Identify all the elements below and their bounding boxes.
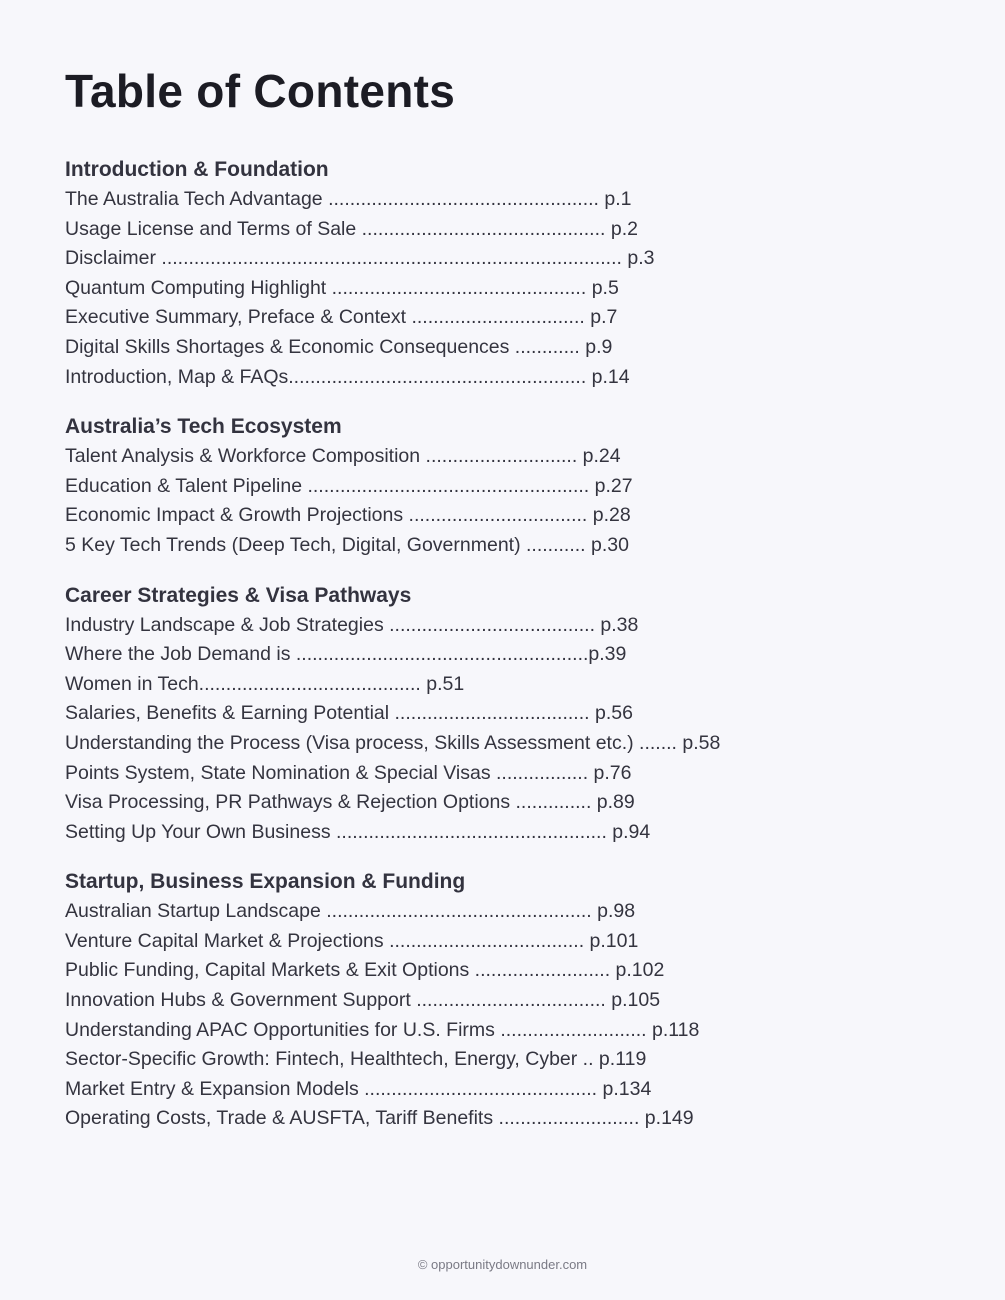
toc-entry[interactable]: Public Funding, Capital Markets & Exit Options ......................... p.102: [65, 959, 665, 982]
toc-entry[interactable]: Salaries, Benefits & Earning Potential .................................... p.56: [65, 702, 633, 725]
toc-entry[interactable]: Women in Tech......................................... p.51: [65, 672, 465, 695]
toc-entry[interactable]: Digital Skills Shortages & Economic Consequences ............ p.9: [65, 335, 613, 358]
toc-entry[interactable]: Setting Up Your Own Business .................................................. p.94: [65, 820, 651, 843]
toc-entry[interactable]: Economic Impact & Growth Projections ................................. p.28: [65, 504, 631, 527]
toc-entry[interactable]: 5 Key Tech Trends (Deep Tech, Digital, Government) ........... p.30: [65, 533, 629, 556]
toc-entry[interactable]: Venture Capital Market & Projections .................................... p.101: [65, 929, 639, 952]
toc-entry[interactable]: The Australia Tech Advantage .................................................. p.1: [65, 188, 632, 210]
page-title: Table of Contents: [65, 65, 456, 117]
toc-entry[interactable]: Innovation Hubs & Government Support ................................... p.105: [65, 989, 661, 1012]
section-heading: Startup, Business Expansion & Funding: [65, 870, 466, 894]
toc-entry[interactable]: Sector-Specific Growth: Fintech, Healthtech, Energy, Cyber .. p.119: [65, 1048, 647, 1071]
section-startup-funding: [65, 867, 965, 1134]
toc-entry[interactable]: Disclaimer ..................................................................................... p.3: [65, 247, 655, 270]
toc-entry[interactable]: Talent Analysis & Workforce Composition ............................ p.24: [65, 445, 621, 468]
toc-page: [65, 62, 965, 1134]
section-heading: Australia’s Tech Ecosystem: [65, 415, 342, 439]
toc-entry[interactable]: Industry Landscape & Job Strategies ...................................... p.38: [65, 613, 639, 636]
toc-entry[interactable]: Operating Costs, Trade & AUSFTA, Tariff Benefits .......................... p.149: [65, 1107, 694, 1130]
section-heading: Career Strategies & Visa Pathways: [65, 583, 412, 607]
toc-entry[interactable]: Market Entry & Expansion Models ........................................... p.134: [65, 1077, 652, 1100]
toc-entry[interactable]: Introduction, Map & FAQs....................................................... p.14: [65, 365, 630, 388]
toc-entry[interactable]: Quantum Computing Highlight ............................................... p.5: [65, 276, 619, 299]
section-tech-ecosystem: [65, 412, 965, 560]
section-heading: Introduction & Foundation: [65, 158, 329, 181]
toc-entry[interactable]: Understanding APAC Opportunities for U.S. Firms ........................... p.118: [65, 1018, 700, 1041]
toc-entry[interactable]: Australian Startup Landscape ................................................. p.98: [65, 900, 636, 923]
toc-entry[interactable]: Visa Processing, PR Pathways & Rejection Options .............. p.89: [65, 791, 635, 814]
toc-entry[interactable]: Education & Talent Pipeline .................................................... p.27: [65, 474, 633, 497]
toc-entry[interactable]: Executive Summary, Preface & Context ................................ p.7: [65, 306, 618, 329]
section-introduction-foundation: [65, 155, 965, 392]
toc-entry[interactable]: Usage License and Terms of Sale ............................................. p.2: [65, 217, 638, 240]
toc-entry[interactable]: Understanding the Process (Visa process, Skills Assessment etc.) ....... p.58: [65, 731, 721, 754]
footer-copyright: © opportunitydownunder.com: [417, 1257, 588, 1272]
section-career-visa: [65, 581, 965, 848]
toc-entry[interactable]: Where the Job Demand is ......................................................p.39: [65, 643, 627, 666]
toc-entry[interactable]: Points System, State Nomination & Special Visas ................. p.76: [65, 761, 632, 784]
